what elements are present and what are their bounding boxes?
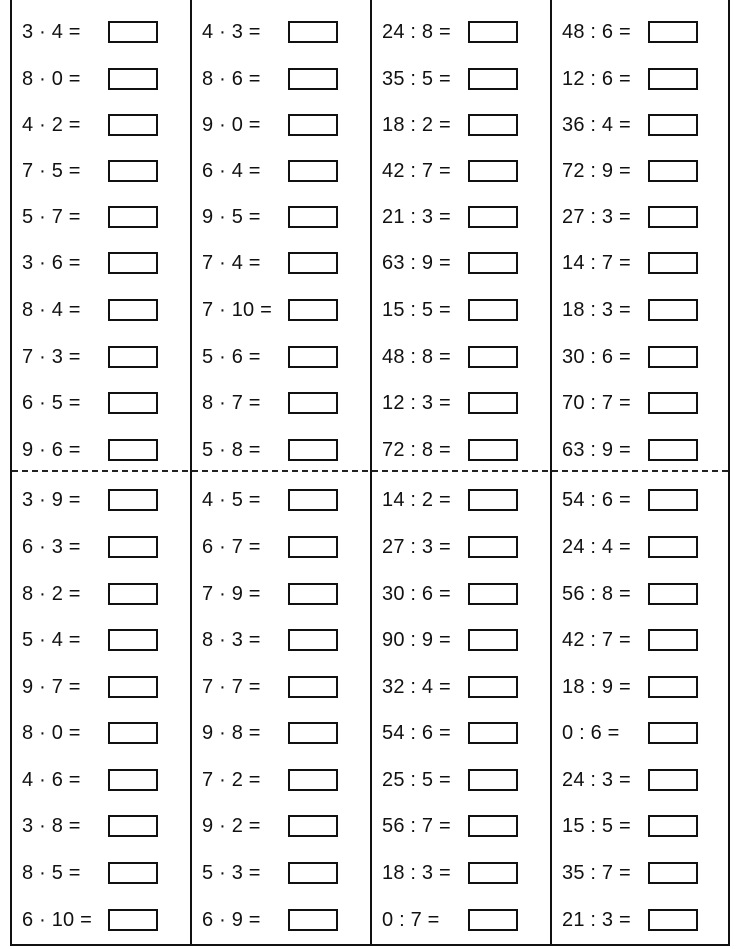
answer-box[interactable] — [648, 439, 698, 461]
answer-box[interactable] — [108, 536, 158, 558]
problem-expression: 8 · 0 = — [22, 67, 81, 90]
problem-expression: 63 : 9 = — [562, 438, 631, 461]
answer-box[interactable] — [648, 862, 698, 884]
answer-box[interactable] — [468, 21, 518, 43]
problem-row — [192, 156, 370, 186]
section-divider — [12, 470, 728, 472]
problem-row — [12, 811, 190, 841]
answer-box[interactable] — [468, 114, 518, 136]
problem-row — [192, 342, 370, 372]
problem-expression: 21 : 3 = — [562, 908, 631, 931]
problem-expression: 7 · 4 = — [202, 251, 261, 274]
answer-box[interactable] — [648, 489, 698, 511]
answer-box[interactable] — [108, 439, 158, 461]
problem-expression: 24 : 3 = — [562, 768, 631, 791]
problem-row — [552, 625, 730, 655]
answer-box[interactable] — [468, 346, 518, 368]
answer-box[interactable] — [108, 583, 158, 605]
problem-row — [552, 718, 730, 748]
problem-row — [552, 905, 730, 935]
problem-row — [12, 718, 190, 748]
problem-row — [192, 295, 370, 325]
answer-box[interactable] — [108, 629, 158, 651]
answer-box[interactable] — [108, 160, 158, 182]
answer-box[interactable] — [288, 629, 338, 651]
problem-row — [552, 388, 730, 418]
answer-box[interactable] — [468, 676, 518, 698]
answer-box[interactable] — [288, 536, 338, 558]
problem-row — [372, 435, 550, 465]
answer-box[interactable] — [108, 68, 158, 90]
problem-row — [12, 110, 190, 140]
problem-row — [192, 17, 370, 47]
answer-box[interactable] — [468, 252, 518, 274]
problem-expression: 72 : 9 = — [562, 159, 631, 182]
problem-expression: 48 : 8 = — [382, 345, 451, 368]
problem-expression: 5 · 4 = — [22, 628, 81, 651]
problem-expression: 14 : 2 = — [382, 488, 451, 511]
worksheet — [10, 0, 730, 946]
problem-expression: 27 : 3 = — [562, 205, 631, 228]
problem-row — [372, 858, 550, 888]
problem-row — [552, 342, 730, 372]
problem-row — [12, 532, 190, 562]
problem-expression: 42 : 7 = — [382, 159, 451, 182]
problem-row — [192, 905, 370, 935]
answer-box[interactable] — [468, 583, 518, 605]
problem-expression: 4 · 3 = — [202, 20, 261, 43]
problem-row — [12, 388, 190, 418]
problem-row — [12, 672, 190, 702]
problem-expression: 5 · 6 = — [202, 345, 261, 368]
problem-row — [192, 811, 370, 841]
problem-row — [372, 64, 550, 94]
problem-row — [372, 156, 550, 186]
problem-expression: 8 · 0 = — [22, 721, 81, 744]
answer-box[interactable] — [288, 160, 338, 182]
answer-box[interactable] — [108, 909, 158, 931]
answer-box[interactable] — [288, 439, 338, 461]
answer-box[interactable] — [648, 392, 698, 414]
answer-box[interactable] — [648, 21, 698, 43]
column-divider — [190, 0, 192, 944]
problem-expression: 3 · 8 = — [22, 814, 81, 837]
problem-expression: 3 · 6 = — [22, 251, 81, 274]
answer-box[interactable] — [288, 583, 338, 605]
answer-box[interactable] — [288, 299, 338, 321]
answer-box[interactable] — [648, 722, 698, 744]
answer-box[interactable] — [288, 346, 338, 368]
problem-expression: 12 : 3 = — [382, 391, 451, 414]
problem-row — [552, 156, 730, 186]
problem-row — [552, 765, 730, 795]
answer-box[interactable] — [108, 862, 158, 884]
problem-expression: 9 · 2 = — [202, 814, 261, 837]
problem-expression: 18 : 9 = — [562, 675, 631, 698]
answer-box[interactable] — [288, 206, 338, 228]
answer-box[interactable] — [468, 439, 518, 461]
answer-box[interactable] — [468, 392, 518, 414]
problem-row — [552, 17, 730, 47]
problem-expression: 6 · 3 = — [22, 535, 81, 558]
problem-expression: 8 · 4 = — [22, 298, 81, 321]
problem-row — [372, 672, 550, 702]
answer-box[interactable] — [288, 392, 338, 414]
problem-expression: 6 · 4 = — [202, 159, 261, 182]
answer-box[interactable] — [468, 862, 518, 884]
problem-expression: 7 · 7 = — [202, 675, 261, 698]
problem-row — [372, 295, 550, 325]
problem-row — [192, 625, 370, 655]
answer-box[interactable] — [648, 68, 698, 90]
problem-row — [372, 625, 550, 655]
problem-expression: 21 : 3 = — [382, 205, 451, 228]
answer-box[interactable] — [648, 676, 698, 698]
answer-box[interactable] — [288, 909, 338, 931]
answer-box[interactable] — [288, 252, 338, 274]
problem-expression: 24 : 8 = — [382, 20, 451, 43]
problem-expression: 15 : 5 = — [562, 814, 631, 837]
answer-box[interactable] — [108, 252, 158, 274]
problem-expression: 8 · 6 = — [202, 67, 261, 90]
answer-box[interactable] — [648, 114, 698, 136]
problem-row — [192, 672, 370, 702]
answer-box[interactable] — [288, 21, 338, 43]
problem-expression: 72 : 8 = — [382, 438, 451, 461]
problem-expression: 8 · 5 = — [22, 861, 81, 884]
answer-box[interactable] — [288, 114, 338, 136]
answer-box[interactable] — [648, 536, 698, 558]
problem-expression: 9 · 5 = — [202, 205, 261, 228]
problem-row — [12, 202, 190, 232]
answer-box[interactable] — [468, 815, 518, 837]
problem-expression: 35 : 7 = — [562, 861, 631, 884]
answer-box[interactable] — [108, 21, 158, 43]
answer-box[interactable] — [468, 629, 518, 651]
problem-row — [372, 110, 550, 140]
problem-expression: 54 : 6 = — [562, 488, 631, 511]
problem-row — [552, 64, 730, 94]
answer-box[interactable] — [468, 722, 518, 744]
problem-row — [192, 532, 370, 562]
problem-row — [12, 156, 190, 186]
problem-expression: 3 · 9 = — [22, 488, 81, 511]
answer-box[interactable] — [468, 489, 518, 511]
problem-row — [192, 388, 370, 418]
problem-row — [372, 579, 550, 609]
problem-expression: 30 : 6 = — [382, 582, 451, 605]
problem-row — [192, 202, 370, 232]
answer-box[interactable] — [468, 769, 518, 791]
problem-row — [12, 905, 190, 935]
answer-box[interactable] — [288, 489, 338, 511]
problem-row — [552, 672, 730, 702]
answer-box[interactable] — [108, 676, 158, 698]
problem-expression: 5 · 3 = — [202, 861, 261, 884]
problem-expression: 70 : 7 = — [562, 391, 631, 414]
answer-box[interactable] — [108, 489, 158, 511]
problem-row — [552, 202, 730, 232]
answer-box[interactable] — [468, 299, 518, 321]
problem-row — [552, 295, 730, 325]
answer-box[interactable] — [468, 160, 518, 182]
problem-row — [372, 202, 550, 232]
problem-row — [552, 858, 730, 888]
problem-expression: 36 : 4 = — [562, 113, 631, 136]
answer-box[interactable] — [288, 676, 338, 698]
answer-box[interactable] — [648, 206, 698, 228]
problem-expression: 54 : 6 = — [382, 721, 451, 744]
problem-row — [372, 248, 550, 278]
problem-row — [192, 435, 370, 465]
problem-expression: 18 : 2 = — [382, 113, 451, 136]
problem-row — [372, 388, 550, 418]
problem-row — [12, 64, 190, 94]
problem-expression: 6 · 7 = — [202, 535, 261, 558]
problem-row — [552, 811, 730, 841]
problem-row — [192, 579, 370, 609]
problem-expression: 4 · 2 = — [22, 113, 81, 136]
problem-expression: 6 · 9 = — [202, 908, 261, 931]
problem-row — [12, 485, 190, 515]
problem-row — [12, 342, 190, 372]
answer-box[interactable] — [468, 68, 518, 90]
answer-box[interactable] — [468, 536, 518, 558]
problem-row — [12, 248, 190, 278]
problem-expression: 9 · 8 = — [202, 721, 261, 744]
answer-box[interactable] — [108, 815, 158, 837]
answer-box[interactable] — [648, 769, 698, 791]
problem-expression: 56 : 8 = — [562, 582, 631, 605]
problem-expression: 7 · 3 = — [22, 345, 81, 368]
problem-expression: 9 · 7 = — [22, 675, 81, 698]
problem-expression: 48 : 6 = — [562, 20, 631, 43]
answer-box[interactable] — [108, 206, 158, 228]
answer-box[interactable] — [288, 722, 338, 744]
answer-box[interactable] — [108, 722, 158, 744]
problem-row — [12, 435, 190, 465]
answer-box[interactable] — [108, 299, 158, 321]
problem-expression: 8 · 3 = — [202, 628, 261, 651]
problem-row — [552, 579, 730, 609]
problem-expression: 27 : 3 = — [382, 535, 451, 558]
problem-row — [552, 435, 730, 465]
answer-box[interactable] — [648, 252, 698, 274]
problem-expression: 14 : 7 = — [562, 251, 631, 274]
problem-row — [372, 718, 550, 748]
answer-box[interactable] — [288, 862, 338, 884]
answer-box[interactable] — [108, 392, 158, 414]
problem-expression: 24 : 4 = — [562, 535, 631, 558]
problem-expression: 18 : 3 = — [382, 861, 451, 884]
column-divider — [550, 0, 552, 944]
answer-box[interactable] — [648, 629, 698, 651]
problem-row — [372, 811, 550, 841]
problem-expression: 42 : 7 = — [562, 628, 631, 651]
problem-expression: 9 · 6 = — [22, 438, 81, 461]
answer-box[interactable] — [288, 68, 338, 90]
answer-box[interactable] — [648, 299, 698, 321]
problem-expression: 0 : 6 = — [562, 721, 620, 744]
problem-row — [372, 905, 550, 935]
problem-row — [552, 248, 730, 278]
problem-expression: 9 · 0 = — [202, 113, 261, 136]
problem-row — [12, 579, 190, 609]
problem-row — [12, 765, 190, 795]
problem-row — [12, 858, 190, 888]
problem-row — [192, 765, 370, 795]
problem-row — [12, 17, 190, 47]
problem-expression: 3 · 4 = — [22, 20, 81, 43]
answer-box[interactable] — [108, 769, 158, 791]
answer-box[interactable] — [648, 346, 698, 368]
problem-expression: 7 · 2 = — [202, 768, 261, 791]
problem-row — [192, 248, 370, 278]
problem-expression: 8 · 7 = — [202, 391, 261, 414]
problem-expression: 12 : 6 = — [562, 67, 631, 90]
problem-row — [372, 17, 550, 47]
problem-row — [192, 64, 370, 94]
problem-expression: 7 · 9 = — [202, 582, 261, 605]
problem-row — [552, 485, 730, 515]
answer-box[interactable] — [108, 114, 158, 136]
problem-row — [372, 485, 550, 515]
problem-row — [12, 295, 190, 325]
answer-box[interactable] — [648, 815, 698, 837]
problem-expression: 4 · 6 = — [22, 768, 81, 791]
problem-row — [552, 110, 730, 140]
problem-row — [192, 485, 370, 515]
problem-expression: 30 : 6 = — [562, 345, 631, 368]
problem-expression: 56 : 7 = — [382, 814, 451, 837]
problem-expression: 5 · 8 = — [202, 438, 261, 461]
problem-row — [372, 765, 550, 795]
answer-box[interactable] — [288, 769, 338, 791]
answer-box[interactable] — [648, 909, 698, 931]
problem-expression: 15 : 5 = — [382, 298, 451, 321]
answer-box[interactable] — [108, 346, 158, 368]
problem-expression: 25 : 5 = — [382, 768, 451, 791]
problem-expression: 7 · 5 = — [22, 159, 81, 182]
answer-box[interactable] — [648, 160, 698, 182]
answer-box[interactable] — [468, 206, 518, 228]
problem-row — [372, 342, 550, 372]
problem-row — [192, 110, 370, 140]
problem-expression: 32 : 4 = — [382, 675, 451, 698]
problem-expression: 0 : 7 = — [382, 908, 440, 931]
column-divider — [370, 0, 372, 944]
problem-row — [12, 625, 190, 655]
problem-expression: 7 · 10 = — [202, 298, 272, 321]
answer-box[interactable] — [648, 583, 698, 605]
problem-row — [192, 718, 370, 748]
problem-expression: 4 · 5 = — [202, 488, 261, 511]
problem-expression: 90 : 9 = — [382, 628, 451, 651]
problem-expression: 6 · 5 = — [22, 391, 81, 414]
problem-row — [372, 532, 550, 562]
problem-row — [552, 532, 730, 562]
answer-box[interactable] — [468, 909, 518, 931]
problem-expression: 18 : 3 = — [562, 298, 631, 321]
problem-expression: 35 : 5 = — [382, 67, 451, 90]
problem-row — [192, 858, 370, 888]
problem-expression: 8 · 2 = — [22, 582, 81, 605]
problem-expression: 5 · 7 = — [22, 205, 81, 228]
problem-expression: 63 : 9 = — [382, 251, 451, 274]
problem-expression: 6 · 10 = — [22, 908, 92, 931]
answer-box[interactable] — [288, 815, 338, 837]
